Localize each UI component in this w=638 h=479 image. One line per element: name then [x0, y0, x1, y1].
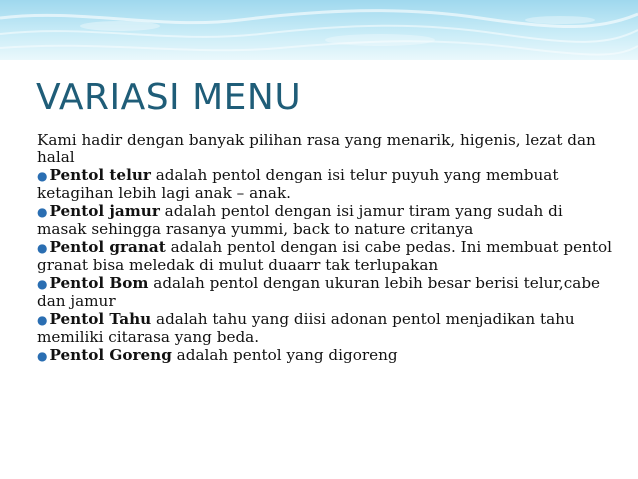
variant-description: adalah pentol dengan isi cabe pedas. Ini membuat pentol granat bisa meledak di mulut duaarr tak terlupakan: [37, 238, 612, 274]
menu-variant-item: [37, 311, 617, 346]
variant-name: Pentol Bom: [49, 274, 149, 292]
menu-variant-item: [37, 239, 617, 274]
slide-body: [37, 132, 617, 366]
menu-variant-item: [37, 275, 617, 310]
menu-variant-item: [37, 203, 617, 238]
bullet-icon: ●: [37, 313, 48, 327]
variant-description: adalah pentol dengan isi telur puyuh yang membuat ketagihan lebih lagi anak – anak.: [37, 166, 559, 202]
variant-description: adalah pentol yang digoreng: [171, 346, 398, 364]
variant-description: adalah tahu yang diisi adonan pentol menjadikan tahu memiliki citarasa yang beda.: [37, 310, 575, 346]
water-wave-decoration: [0, 0, 638, 60]
bullet-icon: ●: [37, 205, 48, 219]
slide-title: VARIASI MENU: [36, 77, 302, 118]
bullet-icon: ●: [37, 169, 48, 183]
variant-name: Pentol Tahu: [49, 310, 152, 328]
bullet-icon: ●: [37, 241, 48, 255]
variant-description: adalah pentol dengan isi jamur tiram yang sudah di masak sehingga rasanya yummi, back to nature critanya: [37, 202, 563, 238]
menu-variant-item: [37, 347, 617, 365]
bullet-icon: ●: [37, 277, 48, 291]
menu-variant-list: [37, 167, 617, 365]
menu-variant-item: [37, 167, 617, 202]
variant-description: adalah pentol dengan ukuran lebih besar berisi telur,cabe dan jamur: [37, 274, 601, 310]
header-banner: [0, 0, 638, 60]
intro-text: Kami hadir dengan banyak pilihan rasa yang menarik, higenis, lezat dan halal: [37, 131, 596, 166]
variant-name: Pentol granat: [49, 238, 166, 256]
variant-name: Pentol telur: [49, 166, 151, 184]
variant-name: Pentol Goreng: [49, 346, 172, 364]
bullet-icon: ●: [37, 349, 48, 363]
variant-name: Pentol jamur: [49, 202, 160, 220]
